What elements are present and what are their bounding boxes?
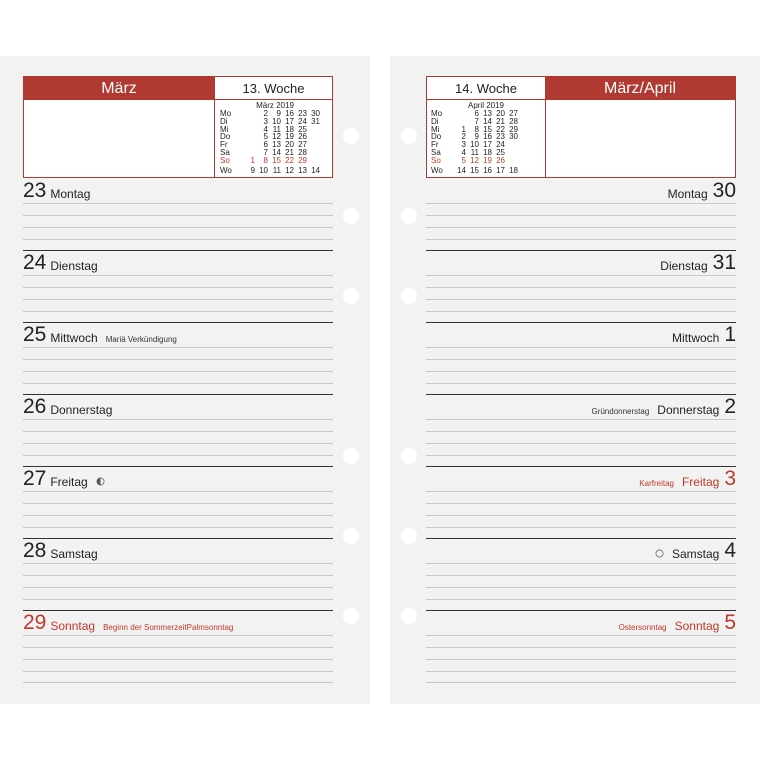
writing-line <box>23 491 333 492</box>
mini-calendar-title: März 2019 <box>256 101 294 110</box>
weekday-label: Mo <box>220 109 232 118</box>
writing-line <box>426 383 736 384</box>
weekday-label: Do <box>431 132 442 142</box>
mini-calendar-day <box>505 157 518 165</box>
mini-calendar-day: 7 <box>474 116 479 126</box>
mini-calendar-grid <box>220 110 320 174</box>
mini-calendar-day: 9 <box>474 132 479 142</box>
weekday-name: Sonntag <box>50 619 96 633</box>
mini-calendar-day: 9 <box>276 109 281 118</box>
mini-calendar-day: 12 <box>470 155 479 165</box>
day-number: 24 <box>23 251 47 274</box>
holiday-note: Gründonnerstag <box>591 407 650 416</box>
writing-line <box>23 682 333 683</box>
mini-calendar-day: 26 <box>496 155 505 165</box>
writing-line <box>426 599 736 600</box>
mini-calendar-weeks <box>431 165 518 175</box>
writing-line <box>23 515 333 516</box>
mini-calendar-day: 29 <box>298 155 307 165</box>
mini-calendar-day: 28 <box>298 147 307 157</box>
writing-line <box>426 635 736 636</box>
mini-calendar-day <box>242 141 255 149</box>
mini-calendar-day: 18 <box>285 124 294 134</box>
mini-calendar-week-number: 18 <box>509 165 518 175</box>
mini-calendar-day: 10 <box>272 116 281 126</box>
writing-line <box>426 227 736 228</box>
weekday-label: So <box>431 155 441 165</box>
mini-calendar-day: 4 <box>461 147 466 157</box>
day-entry[interactable] <box>426 323 736 395</box>
mini-calendar-row <box>431 157 518 165</box>
mini-calendar-week-number: 17 <box>496 165 505 175</box>
mini-calendar-day: 17 <box>483 140 492 150</box>
day-number: 2 <box>724 395 736 418</box>
weekday-name: Mittwoch <box>671 331 720 345</box>
weekday-name: Dienstag <box>50 259 98 273</box>
mini-calendar-day <box>307 157 320 165</box>
writing-line <box>23 347 333 348</box>
day-entry[interactable] <box>23 179 333 251</box>
weekday-name: Sonntag <box>674 619 720 633</box>
mini-calendar-week-number: 13 <box>298 165 307 175</box>
mini-calendar-day: 24 <box>496 140 505 150</box>
day-number: 26 <box>23 395 47 418</box>
mini-calendar-week-number: 14 <box>457 165 466 175</box>
writing-line <box>426 443 736 444</box>
mini-calendar-day: 3 <box>461 140 466 150</box>
weekday-label: Di <box>431 116 439 126</box>
holiday-note: Karfreitag <box>639 479 674 488</box>
week-label: Wo <box>431 165 443 175</box>
weekday-label: Mi <box>220 124 229 134</box>
holiday-note: Mariä Verkündigung <box>105 335 177 344</box>
writing-line <box>426 311 736 312</box>
mini-calendar-day: 21 <box>285 147 294 157</box>
writing-line <box>426 647 736 648</box>
writing-line <box>23 371 333 372</box>
mini-calendar-day: 30 <box>509 132 518 142</box>
punch-hole <box>343 608 359 624</box>
writing-line <box>23 431 333 432</box>
day-number: 30 <box>712 179 736 202</box>
mini-calendar <box>220 101 330 174</box>
mini-calendar-day: 28 <box>509 116 518 126</box>
writing-line <box>23 383 333 384</box>
mini-calendar-week-number: 10 <box>259 165 268 175</box>
weekday-label: Sa <box>431 147 441 157</box>
writing-line <box>23 287 333 288</box>
writing-line <box>426 419 736 420</box>
month-title: März/April <box>545 77 735 100</box>
weekday-label: Fr <box>431 140 439 150</box>
weekday-name: Freitag <box>681 475 720 489</box>
day-entry[interactable] <box>426 395 736 467</box>
mini-calendar-day: 4 <box>263 124 268 134</box>
punch-hole <box>343 208 359 224</box>
mini-calendar-day: 8 <box>474 124 479 134</box>
weekday-name: Freitag <box>50 475 88 489</box>
writing-line <box>426 359 736 360</box>
writing-line <box>426 347 736 348</box>
weekday-label: Di <box>220 116 228 126</box>
day-entry[interactable] <box>426 179 736 251</box>
mini-calendar-day: 18 <box>483 147 492 157</box>
writing-line <box>23 203 333 204</box>
mini-calendar-day: 11 <box>470 147 479 157</box>
left-page <box>0 56 370 704</box>
holiday-note: Beginn der SommerzeitPalmsonntag <box>103 623 234 632</box>
weekday-label: So <box>220 155 230 165</box>
day-entry[interactable] <box>426 539 736 611</box>
writing-line <box>23 419 333 420</box>
weekday-label: Fr <box>220 140 228 150</box>
writing-line <box>23 455 333 456</box>
mini-calendar-day: 6 <box>263 140 268 150</box>
punch-hole <box>401 128 417 144</box>
mini-calendar-day: 21 <box>496 116 505 126</box>
week-number: 13. Woche <box>214 77 332 100</box>
mini-calendar-day: 13 <box>272 140 281 150</box>
mini-calendar-day <box>242 133 255 141</box>
mini-calendar-day: 22 <box>285 155 294 165</box>
weekday-name: Donnerstag <box>657 403 720 417</box>
day-number: 25 <box>23 323 47 346</box>
weekday-label: Mi <box>431 124 440 134</box>
writing-line <box>426 371 736 372</box>
punch-hole <box>401 608 417 624</box>
mini-calendar-day: 6 <box>474 109 479 118</box>
mini-calendar-week-number: 15 <box>470 165 479 175</box>
holiday-note: Ostersonntag <box>618 623 667 632</box>
mini-calendar-day: 31 <box>311 116 320 126</box>
writing-line <box>426 671 736 672</box>
mini-calendar-day: 8 <box>263 155 268 165</box>
mini-calendar-day: 16 <box>285 109 294 118</box>
mini-calendar-day: 15 <box>483 124 492 134</box>
writing-line <box>426 275 736 276</box>
day-number: 31 <box>712 251 736 274</box>
day-entry[interactable] <box>23 611 333 683</box>
writing-line <box>23 635 333 636</box>
punch-hole <box>343 128 359 144</box>
writing-line <box>23 647 333 648</box>
weekday-name: Montag <box>667 187 708 201</box>
weekday-name: Donnerstag <box>50 403 113 417</box>
mini-calendar <box>431 101 541 174</box>
writing-line <box>23 359 333 360</box>
day-number: 1 <box>724 323 736 346</box>
writing-line <box>426 239 736 240</box>
mini-calendar-day: 5 <box>461 155 466 165</box>
mini-calendar-week-number: 14 <box>311 165 320 175</box>
mini-calendar-day: 25 <box>496 147 505 157</box>
writing-line <box>426 215 736 216</box>
mini-calendar-day: 19 <box>285 132 294 142</box>
writing-line <box>426 575 736 576</box>
weekday-label: Do <box>220 132 231 142</box>
punch-hole <box>343 448 359 464</box>
mini-calendar-day: 22 <box>496 124 505 134</box>
day-number: 4 <box>724 539 736 562</box>
mini-calendar-day: 1 <box>461 124 466 134</box>
writing-line <box>23 503 333 504</box>
writing-line <box>426 515 736 516</box>
mini-calendar-day: 11 <box>272 124 281 134</box>
writing-line <box>23 563 333 564</box>
mini-calendar-day <box>307 126 320 134</box>
day-entry[interactable] <box>426 467 736 539</box>
day-entry[interactable] <box>23 395 333 467</box>
day-entry[interactable] <box>23 323 333 395</box>
mini-calendar-title: April 2019 <box>467 101 505 110</box>
writing-line <box>426 203 736 204</box>
writing-line <box>23 215 333 216</box>
mini-calendar-day: 2 <box>461 132 466 142</box>
mini-calendar-day: 17 <box>285 116 294 126</box>
mini-calendar-day: 19 <box>483 155 492 165</box>
mini-calendar-day <box>307 141 320 149</box>
mini-calendar-day: 20 <box>496 109 505 118</box>
mini-calendar-day: 27 <box>509 109 518 118</box>
writing-line <box>23 659 333 660</box>
punch-hole <box>401 288 417 304</box>
mini-calendar-grid <box>431 110 518 174</box>
mini-calendar-day <box>453 110 466 118</box>
weekday-name: Samstag <box>671 547 720 561</box>
writing-line <box>426 287 736 288</box>
mini-calendar-day: 5 <box>263 132 268 142</box>
mini-calendar-day <box>242 126 255 134</box>
writing-line <box>23 275 333 276</box>
mini-calendar-day <box>242 110 255 118</box>
weekday-name: Samstag <box>50 547 98 561</box>
mini-calendar-day: 10 <box>470 140 479 150</box>
mini-calendar-week-number: 11 <box>272 165 281 175</box>
day-number: 28 <box>23 539 47 562</box>
day-entry[interactable] <box>426 611 736 683</box>
weekday-name: Dienstag <box>660 259 708 273</box>
writing-line <box>426 503 736 504</box>
mini-calendar-day: 7 <box>263 147 268 157</box>
week-header <box>23 76 333 178</box>
month-title: März <box>24 77 214 100</box>
mini-calendar-day <box>505 141 518 149</box>
writing-line <box>426 682 736 683</box>
mini-calendar-day <box>505 149 518 157</box>
mini-calendar-day: 16 <box>483 132 492 142</box>
writing-line <box>23 599 333 600</box>
day-number: 29 <box>23 611 47 634</box>
writing-line <box>23 587 333 588</box>
week-label: Wo <box>220 165 232 175</box>
mini-calendar-day <box>307 149 320 157</box>
mini-calendar-day <box>307 133 320 141</box>
day-number: 23 <box>23 179 47 202</box>
punch-hole <box>401 448 417 464</box>
moon-new-icon <box>655 549 664 558</box>
mini-calendar-day: 27 <box>298 140 307 150</box>
writing-line <box>426 299 736 300</box>
punch-hole <box>401 528 417 544</box>
mini-calendar-day: 25 <box>298 124 307 134</box>
day-entry[interactable] <box>23 251 333 323</box>
writing-line <box>23 575 333 576</box>
writing-line <box>426 563 736 564</box>
moon-last-quarter-icon <box>96 477 105 486</box>
week-header <box>426 76 736 178</box>
day-number: 27 <box>23 467 47 490</box>
writing-line <box>23 227 333 228</box>
mini-calendar-day: 14 <box>272 147 281 157</box>
day-number: 3 <box>724 467 736 490</box>
writing-line <box>23 671 333 672</box>
writing-line <box>23 299 333 300</box>
mini-calendar-day: 2 <box>263 109 268 118</box>
day-entry[interactable] <box>23 467 333 539</box>
mini-calendar-day: 20 <box>285 140 294 150</box>
mini-calendar-weeks <box>220 165 320 175</box>
writing-line <box>23 311 333 312</box>
right-page <box>390 56 760 704</box>
mini-calendar-day: 1 <box>250 155 255 165</box>
writing-line <box>23 239 333 240</box>
mini-calendar-day: 15 <box>272 155 281 165</box>
punch-hole <box>401 208 417 224</box>
punch-hole <box>343 288 359 304</box>
weekday-name: Mittwoch <box>50 331 98 345</box>
mini-calendar-week-number: 16 <box>483 165 492 175</box>
mini-calendar-week-number: 12 <box>285 165 294 175</box>
punch-hole <box>343 528 359 544</box>
writing-line <box>426 491 736 492</box>
mini-calendar-day: 3 <box>263 116 268 126</box>
writing-line <box>426 659 736 660</box>
mini-calendar-day: 23 <box>496 132 505 142</box>
mini-calendar-day: 12 <box>272 132 281 142</box>
day-number: 5 <box>724 611 736 634</box>
mini-calendar-day: 13 <box>483 109 492 118</box>
mini-calendar-day: 24 <box>298 116 307 126</box>
writing-line <box>23 527 333 528</box>
mini-calendar-day: 29 <box>509 124 518 134</box>
mini-calendar-day: 30 <box>311 109 320 118</box>
mini-calendar-week-number: 9 <box>250 165 255 175</box>
weekday-label: Sa <box>220 147 230 157</box>
mini-calendar-row <box>220 157 320 165</box>
day-entry[interactable] <box>426 251 736 323</box>
mini-calendar-day: 14 <box>483 116 492 126</box>
writing-line <box>426 587 736 588</box>
writing-line <box>426 527 736 528</box>
week-number: 14. Woche <box>427 77 545 100</box>
weekday-name: Montag <box>50 187 91 201</box>
writing-line <box>426 431 736 432</box>
day-entry[interactable] <box>23 539 333 611</box>
mini-calendar-day <box>242 118 255 126</box>
weekday-label: Mo <box>431 109 443 118</box>
writing-line <box>426 455 736 456</box>
mini-calendar-day: 26 <box>298 132 307 142</box>
mini-calendar-day: 23 <box>298 109 307 118</box>
writing-line <box>23 443 333 444</box>
